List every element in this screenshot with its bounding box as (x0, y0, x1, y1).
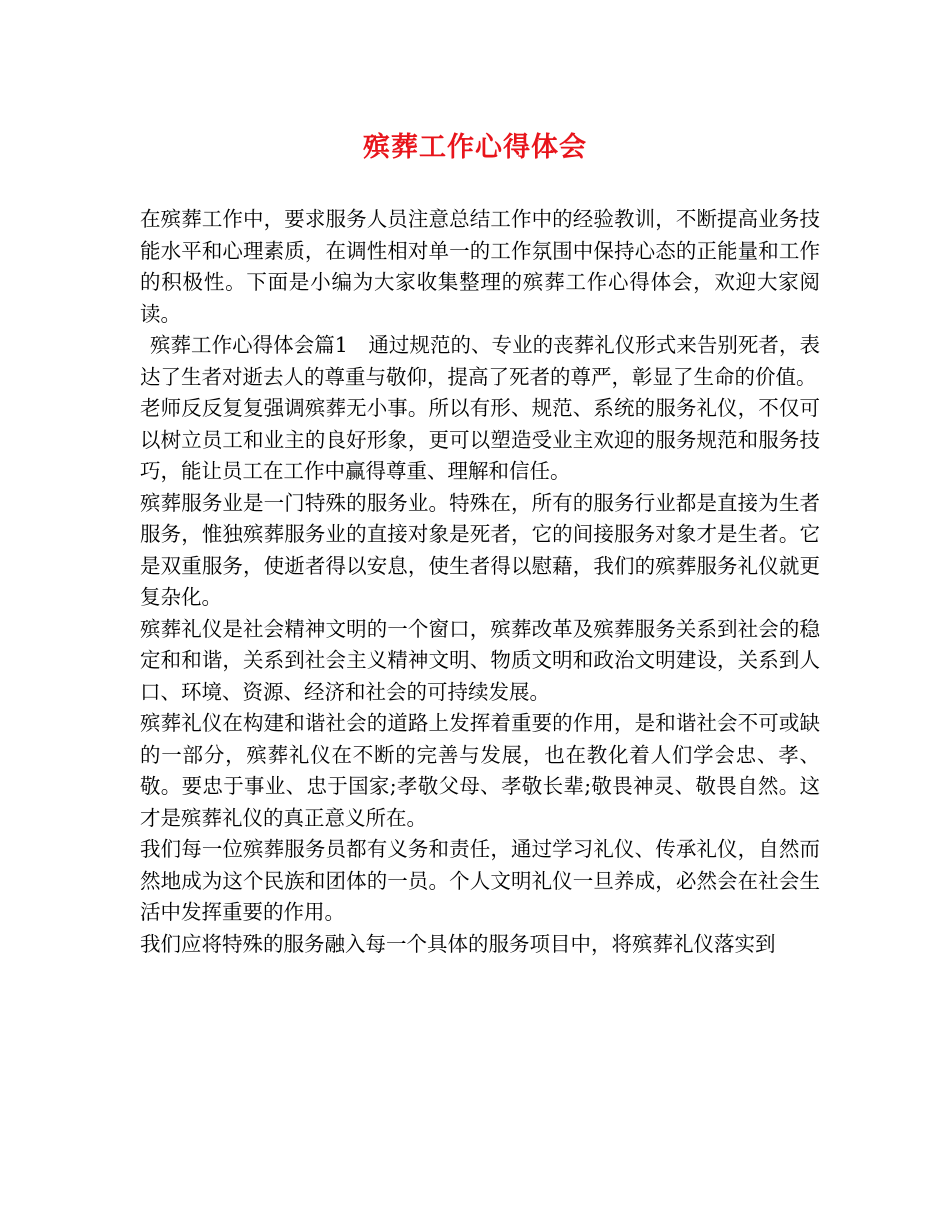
paragraph-4: 殡葬服务业是一门特殊的服务业。特殊在，所有的服务行业都是直接为生者服务，惟独殡葬服务业的直接对象是死者，它的间接服务对象才是生者。它是双重服务，使逝者得以安息，使生者得以慰藉，我们的殡葬服务礼仪就更复杂化。 (140, 490, 820, 609)
paragraph-section-1: 殡葬工作心得体会篇1 通过规范的、专业的丧葬礼仪形式来告别死者，表达了生者对逝去人的尊重与敬仰，提高了死者的尊严，彰显了生命的价值。 (140, 333, 820, 389)
document-body (140, 204, 820, 960)
paragraph-3: 老师反反复复强调殡葬无小事。所以有形、规范、系统的服务礼仪，不仅可以树立员工和业主的良好形象，更可以塑造受业主欢迎的服务规范和服务技巧，能让员工在工作中赢得尊重、理解和信任。 (140, 396, 820, 483)
paragraph-6: 殡葬礼仪在构建和谐社会的道路上发挥着重要的作用，是和谐社会不可或缺的一部分，殡葬礼仪在不断的完善与发展，也在教化着人们学会忠、孝、敬。要忠于事业、忠于国家;孝敬父母、孝敬长辈;敬畏神灵、敬畏自然。这才是殡葬礼仪的真正意义所在。 (140, 711, 820, 830)
paragraph-7: 我们每一位殡葬服务员都有义务和责任，通过学习礼仪、传承礼仪，自然而然地成为这个民族和团体的一员。个人文明礼仪一旦养成，必然会在社会生活中发挥重要的作用。 (140, 837, 820, 924)
paragraph-8: 我们应将特殊的服务融入每一个具体的服务项目中，将殡葬礼仪落实到 (140, 931, 776, 956)
paragraph-5: 殡葬礼仪是社会精神文明的一个窗口，殡葬改革及殡葬服务关系到社会的稳定和和谐，关系到社会主义精神文明、物质文明和政治文明建设，关系到人口、环境、资源、经济和社会的可持续发展。 (140, 616, 820, 704)
paragraph-intro: 在殡葬工作中，要求服务人员注意总结工作中的经验教训，不断提高业务技能水平和心理素质，在调性相对单一的工作氛围中保持心态的正能量和工作的积极性。下面是小编为大家收集整理的殡葬工作心得体会，欢迎大家阅读。 (140, 207, 820, 326)
document-title: 殡葬工作心得体会 (363, 132, 587, 163)
